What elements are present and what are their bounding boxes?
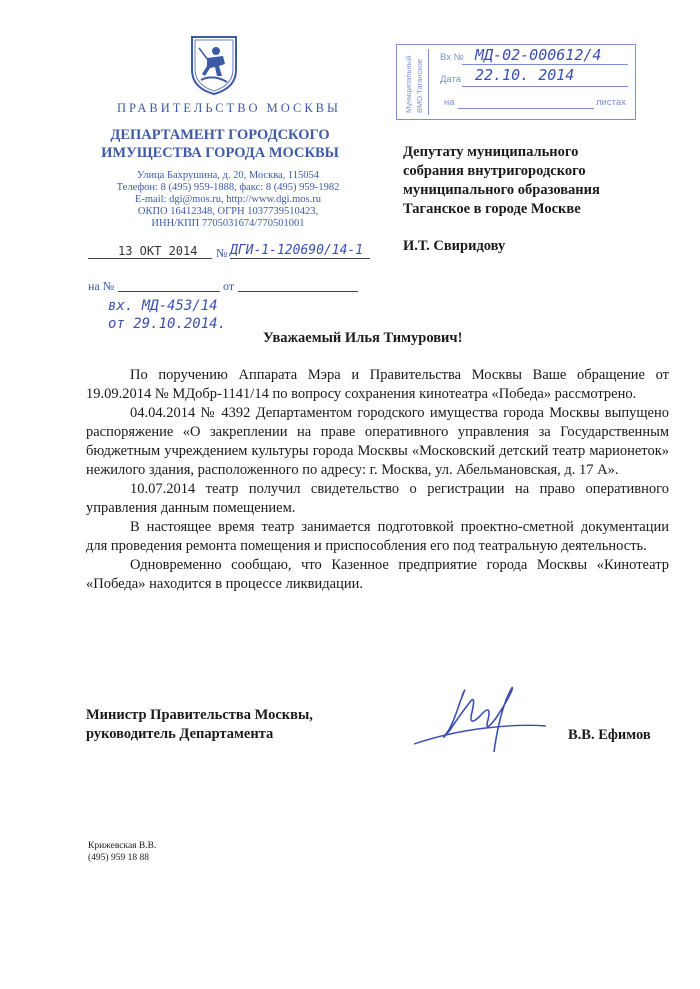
addressee-name: И.Т. Свиридову [403,238,506,254]
addressee-line4: Таганское в городе Москве [403,201,581,217]
signatory-position [86,706,313,744]
ref-label: на № [88,279,115,293]
stamp-side [402,49,429,115]
stamp-in-number: МД-02-000612/4 [475,46,602,64]
signatory-name: В.В. Ефимов [568,727,651,743]
contact-block [108,170,348,230]
number-label: № [216,246,228,260]
email: E-mail: dgi@mos.ru, http://www.dgi.mos.ru [134,194,322,205]
okpo: ОКПО 16412348, ОГРН 1037739510423, [137,206,319,217]
stamp-date-line [462,86,628,87]
position-line2: руководитель Департамента [86,726,274,742]
addressee-block [403,143,600,219]
addressee-line2: собрания внутригородского [403,163,586,179]
stamp-date-value: 22.10. 2014 [475,66,575,84]
addressee-line1: Депутату муниципального [403,144,579,160]
department-title [100,126,340,162]
addressee-line3: муниципального образования [403,182,600,198]
paragraph-3: 10.07.2014 театр получил свидетельство о регистрации на право оперативного управления данным помещением. [86,481,669,516]
letter-body [86,366,669,594]
moscow-coat-of-arms-icon [189,34,239,96]
stamp-in-line [462,64,628,65]
ref-from: от [223,279,235,293]
ref-line [118,291,220,292]
stamp-sheets-line [458,108,594,109]
paragraph-5: Одновременно сообщаю, что Казенное предприятие города Москвы «Кинотеатр «Победа» находится в процессе ликвидации. [86,557,669,592]
address: Улица Бахрушина, д. 20, Москва, 115054 [136,170,320,181]
handwritten-incoming: вх. МД-453/14 [108,298,218,314]
outgoing-date: 13 ОКТ 2014 [118,244,198,258]
salutation: Уважаемый Илья Тимурович! [263,330,463,346]
phone: Телефон: 8 (495) 959-1888, факс: 8 (495) 959-1982 [116,182,340,193]
department-line1: ДЕПАРТАМЕНТ ГОРОДСКОГО [110,127,330,143]
stamp-side-line1: Муниципальный [404,55,413,113]
paragraph-1: По поручению Аппарата Мэра и Правительства Москвы Ваше обращение от 19.09.2014 № МДобр-1141/14 по вопросу сохранения кинотеатра «Победа» рассмотрено. [86,367,669,402]
government-title: ПРАВИТЕЛЬСТВО МОСКВЫ [117,101,341,115]
stamp-on-label: на [444,97,455,108]
number-line [230,258,370,259]
stamp-date-label: Дата [440,74,462,85]
handwritten-incoming-date: от 29.10.2014. [108,316,227,332]
executor-name: Крижевская В.В. [88,841,157,851]
stamp-side-line2: ВМО Таганское [415,59,424,113]
date-line [88,258,212,259]
department-line2: ИМУЩЕСТВА ГОРОДА МОСКВЫ [101,145,339,161]
stamp-in-label: Вх № [440,52,464,63]
inn: ИНН/КПП 7705031674/770501001 [151,218,305,229]
ref-from-line [238,291,358,292]
outgoing-number: ДГИ-1-120690/14-1 [230,243,364,258]
paragraph-4: В настоящее время театр занимается подготовкой проектно-сметной документации для проведения ремонта помещения и приспособления его под театральную деятельность. [86,519,669,554]
position-line1: Министр Правительства Москвы, [86,707,313,723]
stamp-sheets-label: листах [596,97,626,108]
executor-block [88,840,156,864]
executor-phone: (495) 959 18 88 [88,853,149,863]
paragraph-2: 04.04.2014 № 4392 Департаментом городского имущества города Москвы выпущено распоряжение «О закреплении на праве оперативного управления за Государственным бюджетным учреждением культуры города Москвы «Московский детский театр марионеток» нежилого здания, расположенного по адресу: г. Москва, ул. Абельмановская, д. 17 А». [86,405,669,478]
handwritten-signature [410,672,550,772]
